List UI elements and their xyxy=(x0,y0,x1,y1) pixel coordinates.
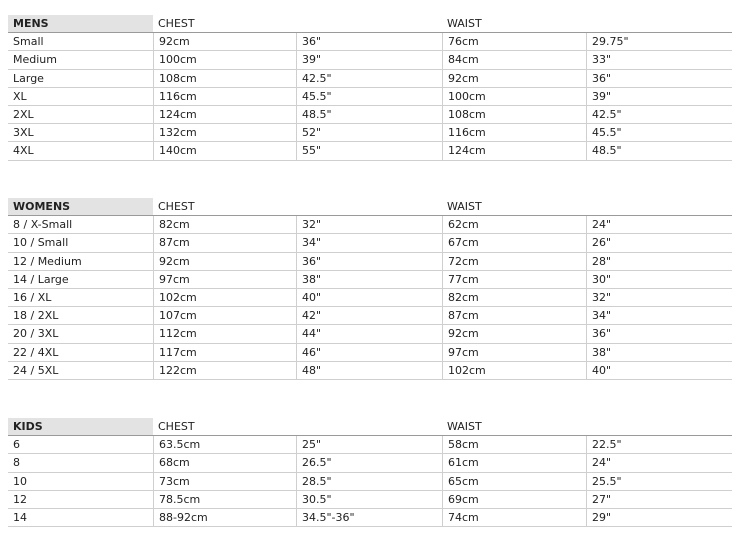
size-label: 12 xyxy=(13,492,27,506)
table-row xyxy=(8,33,732,51)
waist-inches: 48.5" xyxy=(586,142,732,159)
waist-cm: 84cm xyxy=(442,51,586,68)
chest-inches: 42" xyxy=(296,307,442,324)
waist-column-header: WAIST xyxy=(447,420,482,433)
chest-column-header: CHEST xyxy=(158,420,195,433)
chest-inches: 44" xyxy=(296,325,442,342)
table-row xyxy=(8,289,732,307)
table-row xyxy=(8,88,732,106)
chest-inches: 36" xyxy=(296,33,442,50)
size-label: 2XL xyxy=(13,107,34,121)
waist-inches: 36" xyxy=(586,325,732,342)
category-header: MENS xyxy=(8,15,153,32)
waist-cm: 72cm xyxy=(442,253,586,270)
chest-cm: 92cm xyxy=(153,33,296,50)
chest-cm: 108cm xyxy=(153,70,296,87)
waist-cm: 92cm xyxy=(442,70,586,87)
table-row xyxy=(8,253,732,271)
waist-cm: 65cm xyxy=(442,473,586,490)
chest-inches: 48" xyxy=(296,362,442,379)
waist-inches: 38" xyxy=(586,344,732,361)
chest-inches: 52" xyxy=(296,124,442,141)
waist-inches: 34" xyxy=(586,307,732,324)
size-label: Small xyxy=(13,35,44,49)
chest-cm: 116cm xyxy=(153,88,296,105)
chest-cm: 107cm xyxy=(153,307,296,324)
size-label: 22 / 4XL xyxy=(13,345,59,359)
waist-cm: 67cm xyxy=(442,234,586,251)
size-label: 4XL xyxy=(13,144,34,158)
kids-size-table xyxy=(8,418,732,527)
waist-cm: 76cm xyxy=(442,33,586,50)
waist-inches: 32" xyxy=(586,289,732,306)
table-row xyxy=(8,491,732,509)
table-row xyxy=(8,473,732,491)
waist-inches: 24" xyxy=(586,454,732,471)
chest-inches: 48.5" xyxy=(296,106,442,123)
waist-cm: 92cm xyxy=(442,325,586,342)
waist-inches: 36" xyxy=(586,70,732,87)
chest-cm: 68cm xyxy=(153,454,296,471)
waist-inches: 26" xyxy=(586,234,732,251)
chest-cm: 124cm xyxy=(153,106,296,123)
size-label: 8 / X-Small xyxy=(13,218,73,232)
size-label: 3XL xyxy=(13,126,34,140)
table-row xyxy=(8,216,732,234)
table-row xyxy=(8,454,732,472)
waist-cm: 58cm xyxy=(442,436,586,453)
waist-cm: 97cm xyxy=(442,344,586,361)
chest-cm: 97cm xyxy=(153,271,296,288)
waist-cm: 62cm xyxy=(442,216,586,233)
chest-cm: 117cm xyxy=(153,344,296,361)
chest-inches: 36" xyxy=(296,253,442,270)
chest-inches: 38" xyxy=(296,271,442,288)
chest-inches: 26.5" xyxy=(296,454,442,471)
waist-inches: 39" xyxy=(586,88,732,105)
waist-cm: 124cm xyxy=(442,142,586,159)
table-row xyxy=(8,106,732,124)
chest-inches: 40" xyxy=(296,289,442,306)
waist-cm: 116cm xyxy=(442,124,586,141)
chest-column-header: CHEST xyxy=(158,200,195,213)
waist-column-header: WAIST xyxy=(447,200,482,213)
size-label: 16 / XL xyxy=(13,290,52,304)
size-label: Large xyxy=(13,71,44,85)
chest-inches: 46" xyxy=(296,344,442,361)
chest-inches: 45.5" xyxy=(296,88,442,105)
size-label: 14 / Large xyxy=(13,272,69,286)
size-label: Medium xyxy=(13,53,57,67)
size-label: 18 / 2XL xyxy=(13,309,59,323)
chest-column-header: CHEST xyxy=(158,17,195,30)
waist-column-header: WAIST xyxy=(447,17,482,30)
waist-cm: 74cm xyxy=(442,509,586,526)
size-label: 24 / 5XL xyxy=(13,363,59,377)
chest-cm: 112cm xyxy=(153,325,296,342)
waist-cm: 69cm xyxy=(442,491,586,508)
size-label: XL xyxy=(13,89,27,103)
chest-inches: 34.5"-36" xyxy=(296,509,442,526)
chest-inches: 32" xyxy=(296,216,442,233)
chest-inches: 34" xyxy=(296,234,442,251)
category-header: WOMENS xyxy=(8,198,153,215)
table-header-row xyxy=(8,418,732,436)
waist-inches: 27" xyxy=(586,491,732,508)
table-row xyxy=(8,234,732,252)
size-label: 20 / 3XL xyxy=(13,327,59,341)
waist-cm: 87cm xyxy=(442,307,586,324)
chest-cm: 87cm xyxy=(153,234,296,251)
size-label: 14 xyxy=(13,510,27,524)
waist-inches: 40" xyxy=(586,362,732,379)
waist-inches: 22.5" xyxy=(586,436,732,453)
mens-size-table xyxy=(8,15,732,161)
table-row xyxy=(8,307,732,325)
size-label: 10 xyxy=(13,474,27,488)
table-row xyxy=(8,51,732,69)
chest-cm: 140cm xyxy=(153,142,296,159)
chest-cm: 73cm xyxy=(153,473,296,490)
table-row xyxy=(8,509,732,527)
waist-cm: 102cm xyxy=(442,362,586,379)
waist-cm: 100cm xyxy=(442,88,586,105)
chest-inches: 25" xyxy=(296,436,442,453)
table-row xyxy=(8,70,732,88)
womens-size-table xyxy=(8,198,732,380)
chest-inches: 28.5" xyxy=(296,473,442,490)
table-row xyxy=(8,271,732,289)
waist-inches: 42.5" xyxy=(586,106,732,123)
table-row xyxy=(8,325,732,343)
table-header-row xyxy=(8,15,732,33)
waist-inches: 30" xyxy=(586,271,732,288)
waist-inches: 33" xyxy=(586,51,732,68)
table-row xyxy=(8,344,732,362)
waist-inches: 24" xyxy=(586,216,732,233)
chest-cm: 92cm xyxy=(153,253,296,270)
waist-cm: 77cm xyxy=(442,271,586,288)
waist-cm: 61cm xyxy=(442,454,586,471)
table-row xyxy=(8,124,732,142)
chest-cm: 132cm xyxy=(153,124,296,141)
chest-cm: 63.5cm xyxy=(153,436,296,453)
table-row xyxy=(8,362,732,380)
size-label: 10 / Small xyxy=(13,236,69,250)
chest-inches: 30.5" xyxy=(296,491,442,508)
chest-cm: 82cm xyxy=(153,216,296,233)
chest-cm: 78.5cm xyxy=(153,491,296,508)
chest-cm: 88-92cm xyxy=(153,509,296,526)
waist-cm: 108cm xyxy=(442,106,586,123)
chest-cm: 102cm xyxy=(153,289,296,306)
table-row xyxy=(8,142,732,160)
waist-inches: 25.5" xyxy=(586,473,732,490)
chest-cm: 122cm xyxy=(153,362,296,379)
waist-inches: 29.75" xyxy=(586,33,732,50)
size-label: 12 / Medium xyxy=(13,254,82,268)
chest-cm: 100cm xyxy=(153,51,296,68)
waist-inches: 29" xyxy=(586,509,732,526)
waist-inches: 28" xyxy=(586,253,732,270)
category-header: KIDS xyxy=(8,418,153,435)
chest-inches: 55" xyxy=(296,142,442,159)
size-label: 6 xyxy=(13,438,20,452)
waist-inches: 45.5" xyxy=(586,124,732,141)
chest-inches: 39" xyxy=(296,51,442,68)
waist-cm: 82cm xyxy=(442,289,586,306)
size-label: 8 xyxy=(13,456,20,470)
chest-inches: 42.5" xyxy=(296,70,442,87)
table-header-row xyxy=(8,198,732,216)
table-row xyxy=(8,436,732,454)
